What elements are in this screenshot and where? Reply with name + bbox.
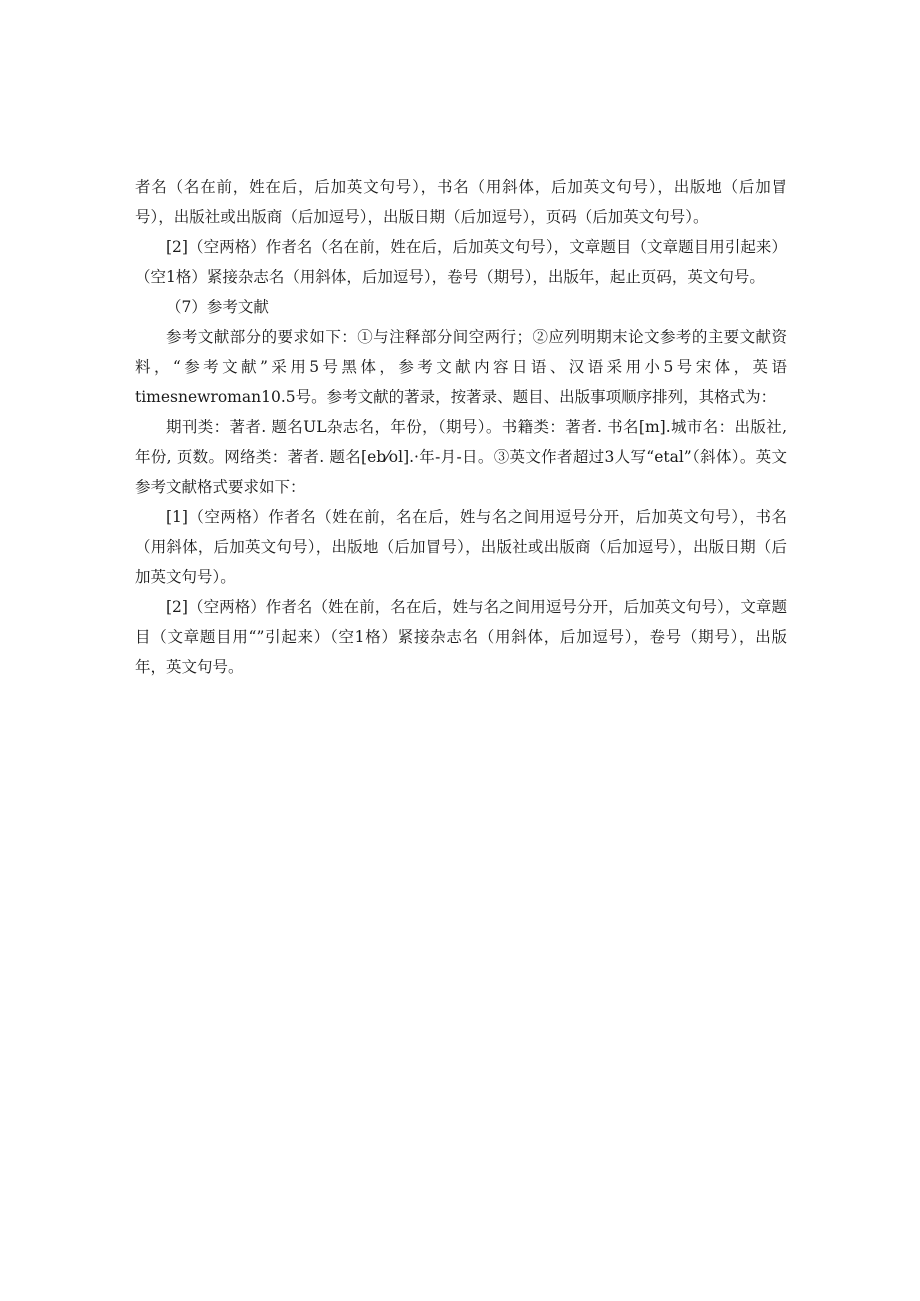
paragraph-journal-format: [2]（空两格）作者名（名在前，姓在后，后加英文句号），文章题目（文章题目用引起来）（空1格）紧接杂志名（用斜体，后加逗号），卷号（期号），出版年，起止页码，英文句号。 (135, 238, 787, 286)
section-heading-references: （7）参考文献 (166, 298, 269, 316)
paragraph-book-format-continued: 者名（名在前，姓在后，后加英文句号），书名（用斜体，后加英文句号），出版地（后加冒号），出版社或出版商（后加逗号），出版日期（后加逗号），页码（后加英文句号）。 (135, 178, 787, 226)
paragraph-reference-requirements: 参考文献部分的要求如下：①与注释部分间空两行；②应列明期末论文参考的主要文献资料，“参考文献”采用5号黑体，参考文献内容日语、汉语采用小5号宋体，英语timesnewroman10.5号。参考文献的著录，按著录、题目、出版事项顺序排列，其格式为： (135, 328, 787, 406)
paragraph-english-journal-format: [2]（空两格）作者名（姓在前，名在后，姓与名之间用逗号分开，后加英文句号），文章题目（文章题目用“”引起来）（空1格）紧接杂志名（用斜体，后加逗号），卷号（期号），出版年，英文句号。 (135, 598, 787, 676)
document-body (135, 172, 787, 682)
paragraph-reference-types: 期刊类：著者. 题名UL杂志名，年份，（期号）。书籍类：著者. 书名[m].城市名：出版社, 年份, 页数。网络类：著者. 题名[eb⁄ol].·年-月-日。③英文作者超过3人写“etal”（斜体）。英文参考文献格式要求如下： (135, 418, 787, 496)
paragraph-english-book-format: [1]（空两格）作者名（姓在前，名在后，姓与名之间用逗号分开，后加英文句号），书名（用斜体，后加英文句号），出版地（后加冒号），出版社或出版商（后加逗号），出版日期（后加英文句号）。 (135, 508, 787, 586)
